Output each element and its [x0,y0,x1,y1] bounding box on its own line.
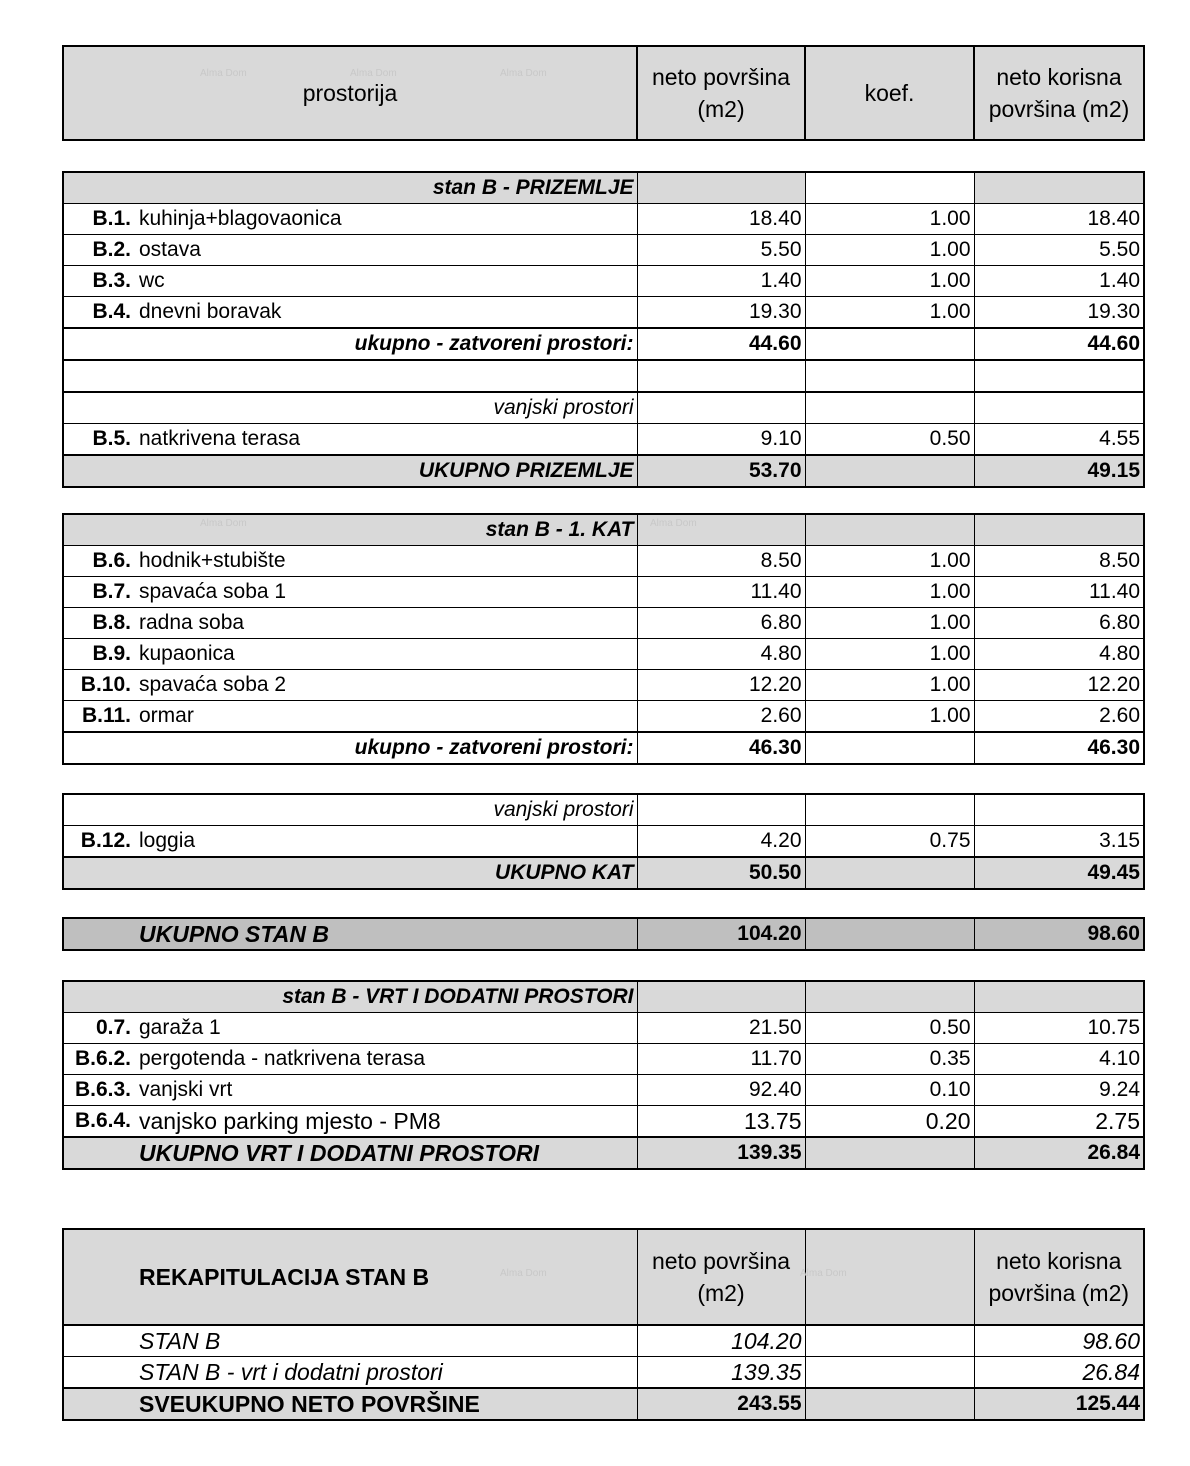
garden-total-row: UKUPNO VRT I DODATNI PROSTORI 139.35 26.84 [63,1137,1144,1169]
table-row: B.7. spavaća soba 1 11.40 1.00 11.40 [63,577,1144,608]
header-room: prostorija [63,46,637,140]
recap-header-net: neto površina (m2) [637,1229,805,1325]
first-floor-outer-table [62,793,1145,890]
table-row: B.12. loggia 4.20 0.75 3.15 [63,826,1144,858]
outer-spaces-label: vanjski prostori [63,392,637,424]
watermark: Alma Dom [800,1268,847,1279]
table-row: B.6.4. vanjsko parking mjesto - PM8 13.75 0.20 2.75 [63,1106,1144,1138]
table-row: B.6.3. vanjski vrt 92.40 0.10 9.24 [63,1075,1144,1106]
closed-subtotal-row: ukupno - zatvoreni prostori: 46.30 46.30 [63,732,1144,764]
ground-total-row: UKUPNO PRIZEMLJE 53.70 49.15 [63,455,1144,487]
table-row: B.8. radna soba 6.80 1.00 6.80 [63,608,1144,639]
watermark: Alma Dom [200,518,247,529]
table-row: B.1. kuhinja+blagovaonica 18.40 1.00 18.40 [63,204,1144,235]
header-net-area: neto površina (m2) [637,46,805,140]
floor-total-row: UKUPNO KAT 50.50 49.45 [63,857,1144,889]
watermark: Alma Dom [500,1268,547,1279]
garden-title: stan B - VRT I DODATNI PROSTORI [63,981,637,1013]
ground-floor-title: stan B - PRIZEMLJE [63,172,637,204]
table-row: B.6.2. pergotenda - natkrivena terasa 11.70 0.35 4.10 [63,1044,1144,1075]
garden-table [62,980,1145,1170]
outer-spaces-label: vanjski prostori [63,794,637,826]
table-row: STAN B - vrt i dodatni prostori 139.35 26.84 [63,1357,1144,1389]
table-row: B.4. dnevni boravak 19.30 1.00 19.30 [63,297,1144,329]
table-row: 0.7. garaža 1 21.50 0.50 10.75 [63,1013,1144,1044]
grand-total-row: SVEUKUPNO NETO POVRŠINE 243.55 125.44 [63,1388,1144,1420]
table-row: B.5. natkrivena terasa 9.10 0.50 4.55 [63,424,1144,456]
recap-title: REKAPITULACIJA STAN B [139,1229,637,1325]
table-row: B.11. ormar 2.60 1.00 2.60 [63,701,1144,733]
header-useful-area: neto korisna površina (m2) [974,46,1144,140]
watermark: Alma Dom [500,68,547,79]
closed-subtotal-row: ukupno - zatvoreni prostori: 44.60 44.60 [63,328,1144,360]
watermark: Alma Dom [350,68,397,79]
recap-header-useful: neto korisna površina (m2) [974,1229,1144,1325]
header-table [62,45,1145,141]
table-row: STAN B 104.20 98.60 [63,1325,1144,1357]
first-floor-table [62,513,1145,765]
table-row: B.2. ostava 5.50 1.00 5.50 [63,235,1144,266]
watermark: Alma Dom [200,68,247,79]
apartment-total-row: UKUPNO STAN B 104.20 98.60 [63,918,1144,950]
table-row: B.3. wc 1.40 1.00 1.40 [63,266,1144,297]
table-row: B.6. hodnik+stubište 8.50 1.00 8.50 [63,546,1144,577]
ground-floor-table [62,171,1145,488]
recap-table [62,1228,1145,1421]
first-floor-title: stan B - 1. KAT [63,514,637,546]
apartment-total-table [62,917,1145,951]
header-koef: koef. [805,46,974,140]
table-row: B.10. spavaća soba 2 12.20 1.00 12.20 [63,670,1144,701]
watermark: Alma Dom [650,518,697,529]
table-row: B.9. kupaonica 4.80 1.00 4.80 [63,639,1144,670]
